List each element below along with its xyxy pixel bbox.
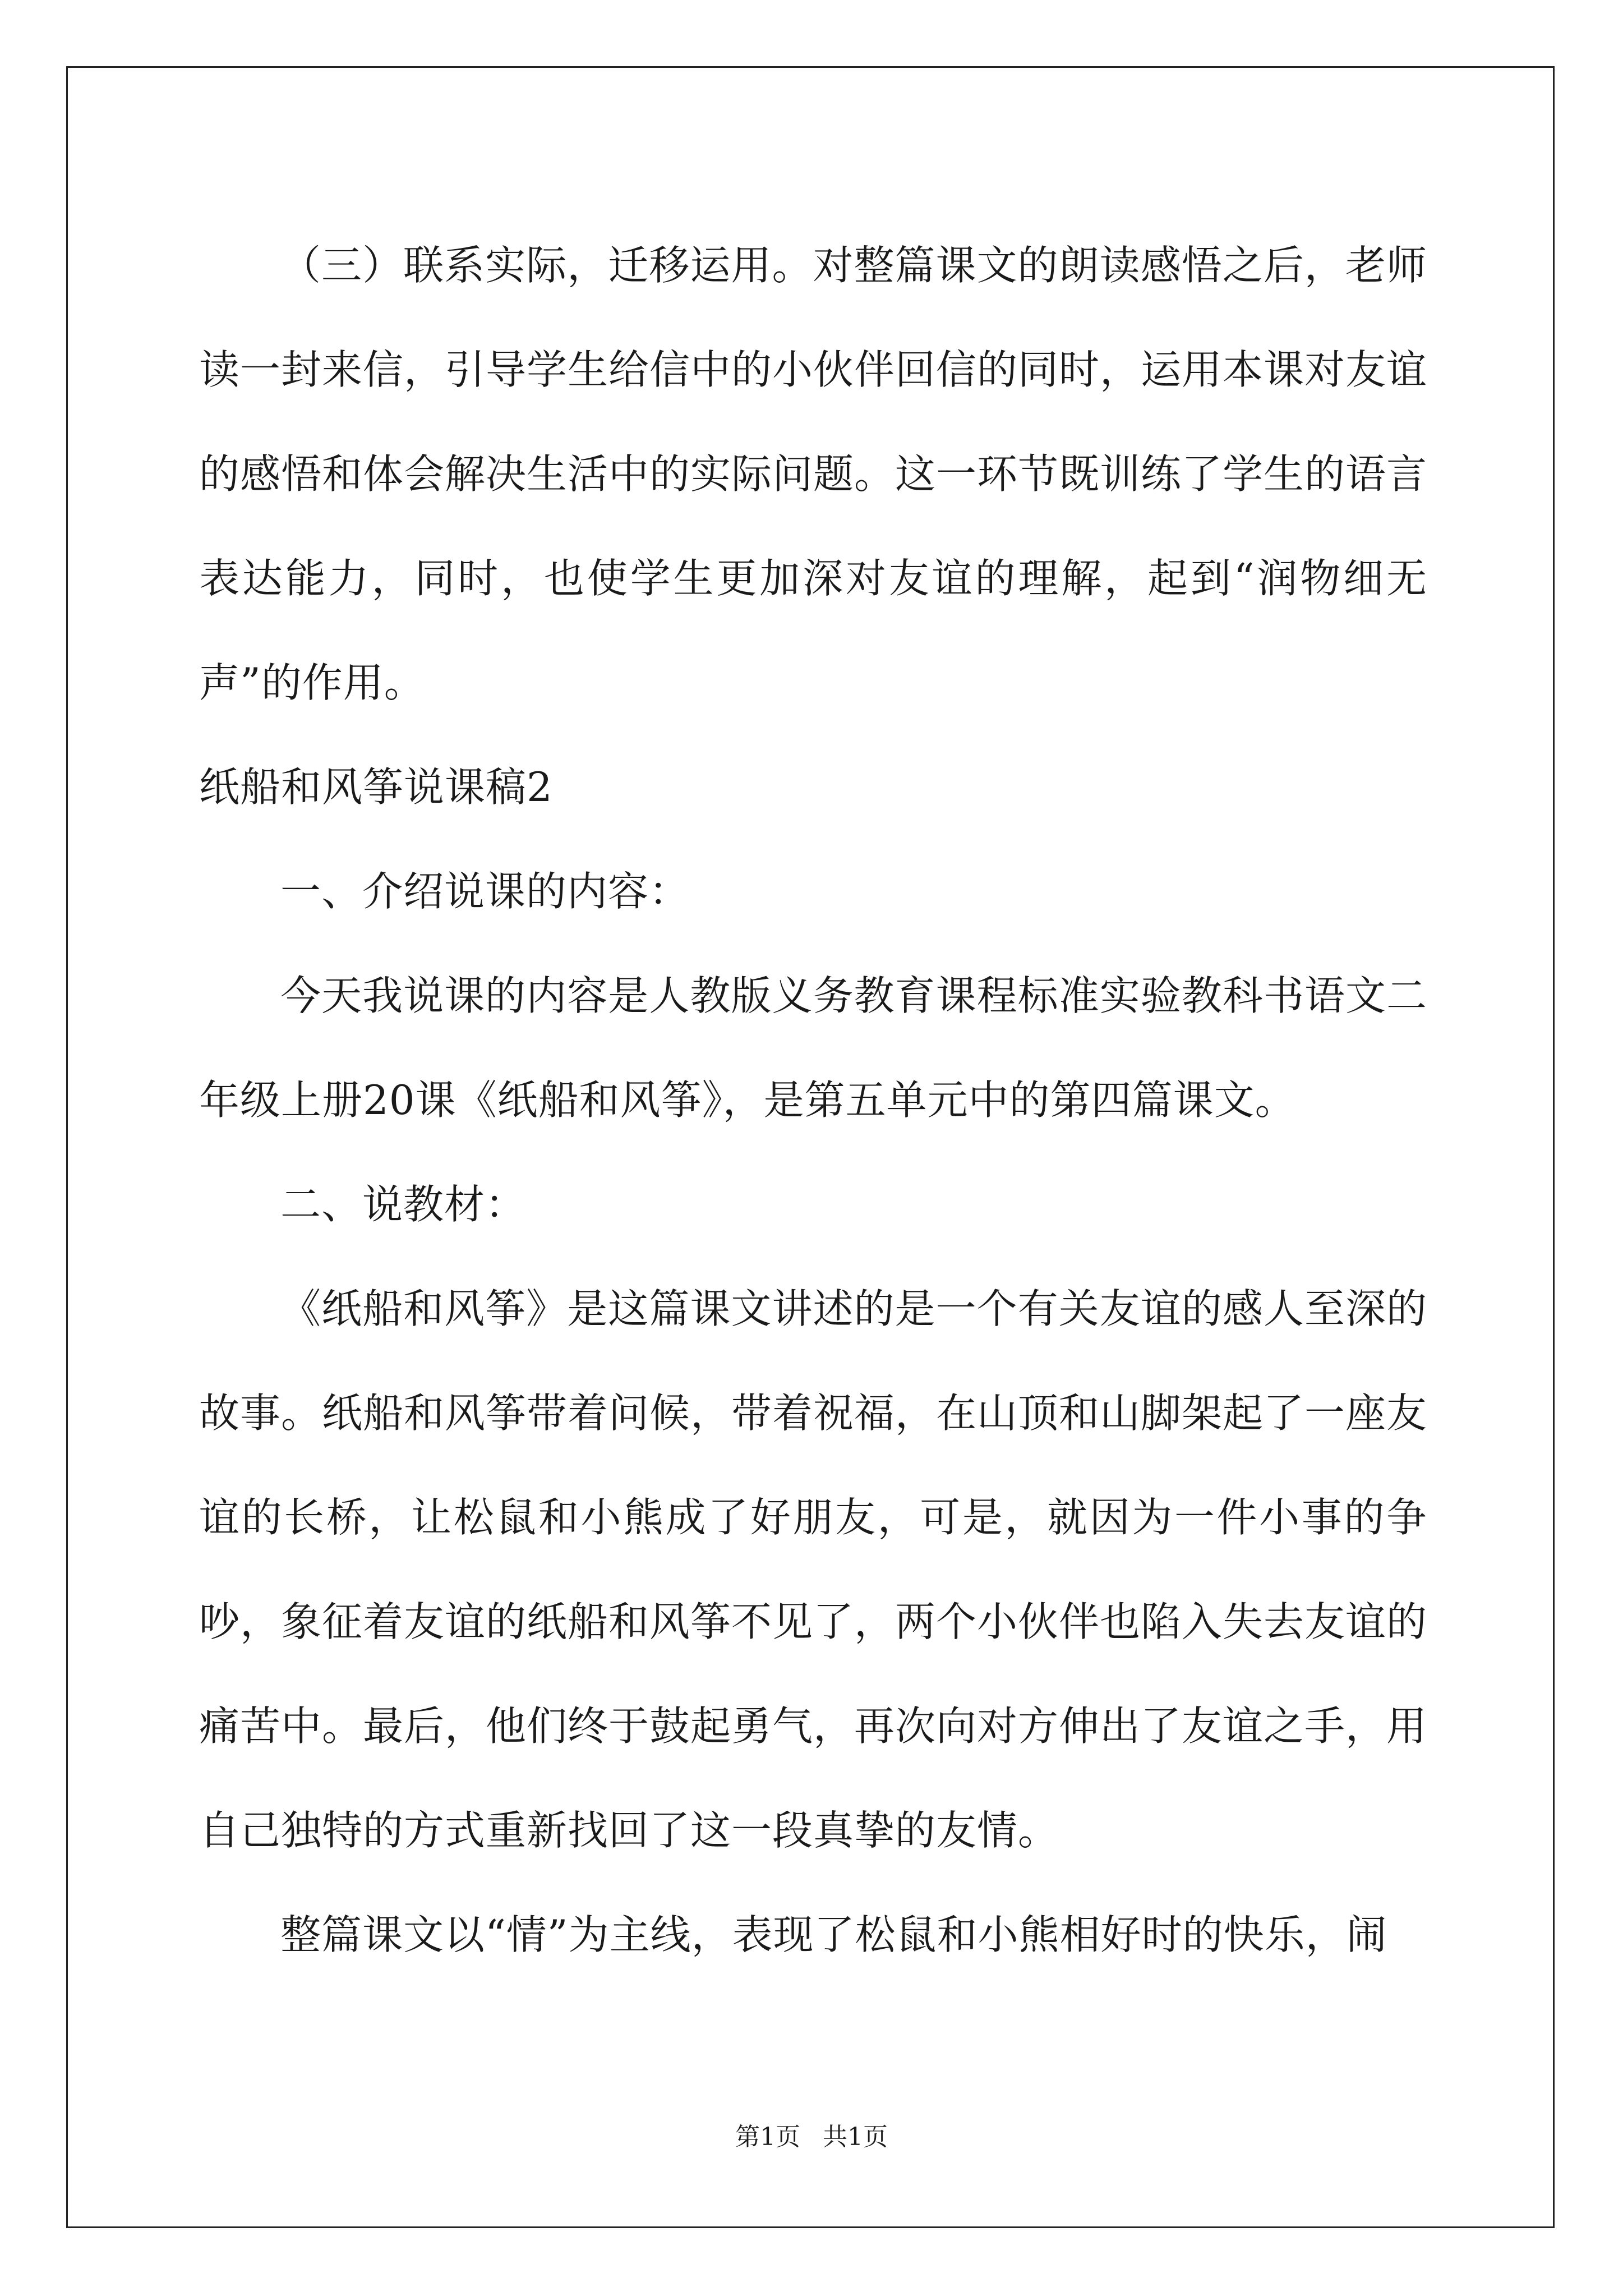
paragraph-textbook: 《纸船和风筝》是这篇课文讲述的是一个有关友谊的感人至深的故事。纸船和风筝带着问候，带着祝福，在山顶和山脚架起了一座友谊的长桥，让松鼠和小熊成了好朋友，可是，就因为一件小事的争吵，象征着友谊的纸船和风筝不见了，两个小伙伴也陷入失去友谊的痛苦中。最后，他们终于鼓起勇气，再次向对方伸出了友谊之手，用自己独特的方式重新找回了这一段真挚的友情。 [199,1285,1428,1854]
paragraph-intro-heading: 一、介绍说课的内容： [280,868,690,915]
page-number: 第1页 [735,2123,800,2151]
page-footer [0,2120,1623,2154]
paragraph-theme: 整篇课文以“情”为主线，表现了松鼠和小熊相好时的快乐，闹 [280,1911,1387,1958]
paragraph-textbook-heading: 二、说教材： [280,1181,527,1228]
paragraph-application: （三）联系实际，迁移运用。对整篇课文的朗读感悟之后，老师读一封来信，引导学生给信中的小伙伴回信的同时，运用本课对友谊的感悟和体会解决生活中的实际问题。这一环节既训练了学生的语言表达能力，同时，也使学生更加深对友谊的理解，起到“润物细无声”的作用。 [199,242,1428,706]
document-body [199,213,1427,1987]
paragraph-intro: 今天我说课的内容是人教版义务教育课程标准实验教科书语文二年级上册20课《纸船和风筝》，是第五单元中的第四篇课文。 [199,972,1427,1124]
page-total: 共1页 [823,2123,888,2151]
section-title: 纸船和风筝说课稿2 [199,763,553,811]
